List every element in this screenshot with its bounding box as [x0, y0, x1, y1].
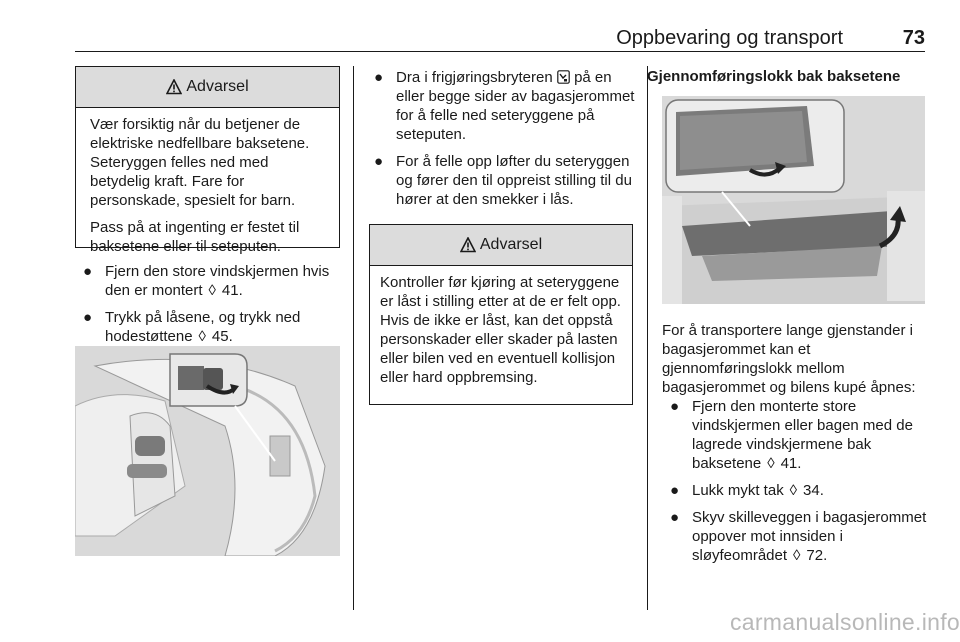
- warning-text-2: Pass på at ingenting er festet til baksetene eller til seteputen.: [90, 219, 300, 255]
- page-ref-icon: ◊: [198, 328, 206, 345]
- illustration-seat-release: [75, 346, 340, 556]
- bullet-icon: ●: [83, 263, 93, 280]
- page-ref-icon: ◊: [208, 282, 216, 299]
- watermark: carmanualsonline.info: [729, 609, 960, 635]
- page-ref[interactable]: 41.: [221, 282, 243, 299]
- page-number: 73: [902, 27, 925, 49]
- release-switch-icon: [557, 70, 570, 84]
- page-ref-icon: ◊: [789, 482, 798, 499]
- bullet-icon: ●: [670, 398, 680, 415]
- page-ref[interactable]: 45.: [211, 328, 233, 345]
- page-ref-icon: ◊: [767, 455, 775, 472]
- page-title: Oppbevaring og transport: [616, 27, 843, 49]
- bullet-list-left: [79, 262, 339, 354]
- list-item: ● Lukk mykt tak ◊ 34.: [670, 482, 824, 499]
- list-item: ● Trykk på låsene, og trykk ned hodestøttene ◊ 45.: [83, 309, 301, 345]
- trunk-illustration: [662, 96, 925, 304]
- column-divider-left: [353, 66, 354, 610]
- bullet-icon: ●: [83, 309, 93, 326]
- warning-triangle-icon: [166, 79, 182, 95]
- page-header: [75, 22, 925, 52]
- column-divider-right: [647, 66, 648, 610]
- page-ref-icon: ◊: [793, 547, 801, 564]
- bullet-list-right: [666, 397, 928, 573]
- list-item: ● For å felle opp løfter du seteryggen og fører den til oppreist stilling til du hører at den smekker i lås.: [374, 153, 632, 208]
- car-interior-illustration: [75, 346, 340, 556]
- list-item: ● Skyv skilleveggen i bagasjerommet oppover mot innsiden i sløyfeområdet ◊ 72.: [670, 509, 927, 564]
- bullet-icon: ●: [670, 482, 680, 499]
- page-ref[interactable]: 41.: [780, 455, 802, 472]
- page-ref[interactable]: 34.: [803, 482, 824, 499]
- list-item: ● Fjern den store vindskjermen hvis den er montert ◊ 41.: [83, 263, 330, 299]
- bullet-icon: ●: [374, 153, 384, 170]
- section-heading: Gjennomføringslokk bak baksetene: [647, 68, 901, 85]
- warning-box-left: [75, 66, 340, 255]
- warning-header: [76, 67, 339, 108]
- warning-header: [370, 225, 632, 266]
- page-ref[interactable]: 72.: [806, 547, 828, 564]
- bullet-list-middle: [370, 68, 635, 217]
- bullet-icon: ●: [374, 69, 384, 86]
- illustration-pass-through: [662, 96, 925, 304]
- warning-box-middle: [369, 224, 633, 405]
- list-item: ● Dra i frigjøringsbryteren på en eller begge sider av bagasjerommet for å felle ned seteryggene på seteputen.: [374, 69, 635, 143]
- bullet-icon: ●: [670, 509, 680, 526]
- warning-label: Advarsel: [479, 236, 543, 253]
- warning-label: Advarsel: [186, 78, 249, 95]
- warning-triangle-icon: [460, 237, 476, 253]
- warning-text-1: Vær forsiktig når du betjener de elektriske nedfellbare baksetene. Seteryggen felles ned med betydelig kraft. Fare for personskade, spesielt for barn.: [90, 116, 310, 209]
- list-item: ● Fjern den monterte store vindskjermen eller bagen med de lagrede vindskjermene bak baksetene ◊ 41.: [670, 398, 913, 472]
- body-paragraph: For å transportere lange gjenstander i bagasjerommet kan et gjennomføringslokk mellom bagasjerommet og bilens kupé åpnes:: [662, 322, 916, 396]
- warning-text-1: Kontroller før kjøring at seteryggene er låst i stilling etter at de er felt opp. Hvis de ikke er låst, kan det oppstå personskader eller skader på lasten eller bilen ved en eventuell kollisjon eller hard oppbremsing.: [380, 274, 621, 386]
